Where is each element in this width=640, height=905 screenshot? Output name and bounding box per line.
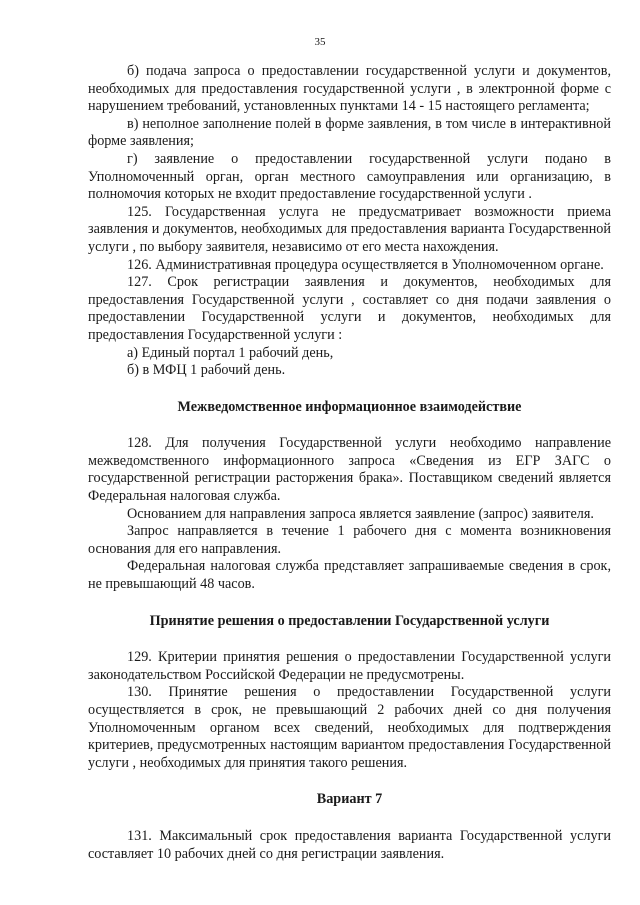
section-heading-variant-7: Вариант 7 [316, 791, 383, 808]
paragraph-126: 126. Административная процедура осуществляется в Уполномоченном органе. [127, 256, 604, 273]
paragraph-129: 129. Критерии принятия решения о предоставлении Государственной услуги законодательством Российской Федерации не предусмотрены. [88, 649, 611, 683]
paragraph-130: 130. Принятие решения о предоставлении Государственной услуги осуществляется в срок, не превышающий 2 рабочих дней со дня получения Уполномоченным органом всех сведений, необходимых для подтверждения критериев, предусмотренных настоящим вариантом предоставления Государственной услуги , необходимых для принятия такого решения. [88, 684, 611, 771]
document-body [88, 63, 611, 863]
paragraph-127: 127. Срок регистрации заявления и документов, необходимых для предоставления Государственной услуги , составляет со дня подачи заявления о предоставлении Государственной услуги и документов, необходимых для предоставления Государственной услуги : [88, 274, 611, 343]
paragraph-request-timing: Запрос направляется в течение 1 рабочего дня с момента возникновения основания для его направления. [88, 523, 611, 557]
paragraph-127-a: а) Единый портал 1 рабочий день, [127, 344, 334, 361]
paragraph-128: 128. Для получения Государственной услуги необходимо направление межведомственного информационного запроса «Сведения из ЕГР ЗАГС о государственной регистрации расторжения брака». Поставщиком сведений является Федеральная налоговая служба. [88, 435, 611, 505]
paragraph-request-basis: Основанием для направления запроса является заявление (запрос) заявителя. [127, 505, 594, 522]
paragraph-item-g: г) заявление о предоставлении государственной услуги подано в Уполномоченный орган, орган местного самоуправления или организацию, в полномочия которых не входит предоставление государственной услуги . [88, 150, 611, 203]
section-heading-decision: Принятие решения о предоставлении Государственной услуги [149, 612, 550, 629]
page-number: 35 [314, 36, 326, 48]
paragraph-127-b: б) в МФЦ 1 рабочий день. [127, 362, 286, 379]
paragraph-item-v: в) неполное заполнение полей в форме заявления, в том числе в интерактивной форме заявления; [88, 115, 611, 150]
section-heading-interagency: Межведомственное информационное взаимодействие [177, 398, 522, 415]
paragraph-item-b: б) подача запроса о предоставлении государственной услуги и документов, необходимых для предоставления государственной услуги , в электронной форме с нарушением требований, установленных пунктами 14 - 15 настоящего регламента; [88, 63, 611, 115]
paragraph-125: 125. Государственная услуга не предусматривает возможности приема заявления и документов, необходимых для предоставления варианта Государственной услуги , по выбору заявителя, независимо от его места нахождения. [88, 203, 611, 255]
paragraph-131: 131. Максимальный срок предоставления варианта Государственной услуги составляет 10 рабочих дней со дня регистрации заявления. [88, 827, 611, 862]
paragraph-tax-service: Федеральная налоговая служба представляет запрашиваемые сведения в срок, не превышающий 48 часов. [88, 558, 611, 593]
